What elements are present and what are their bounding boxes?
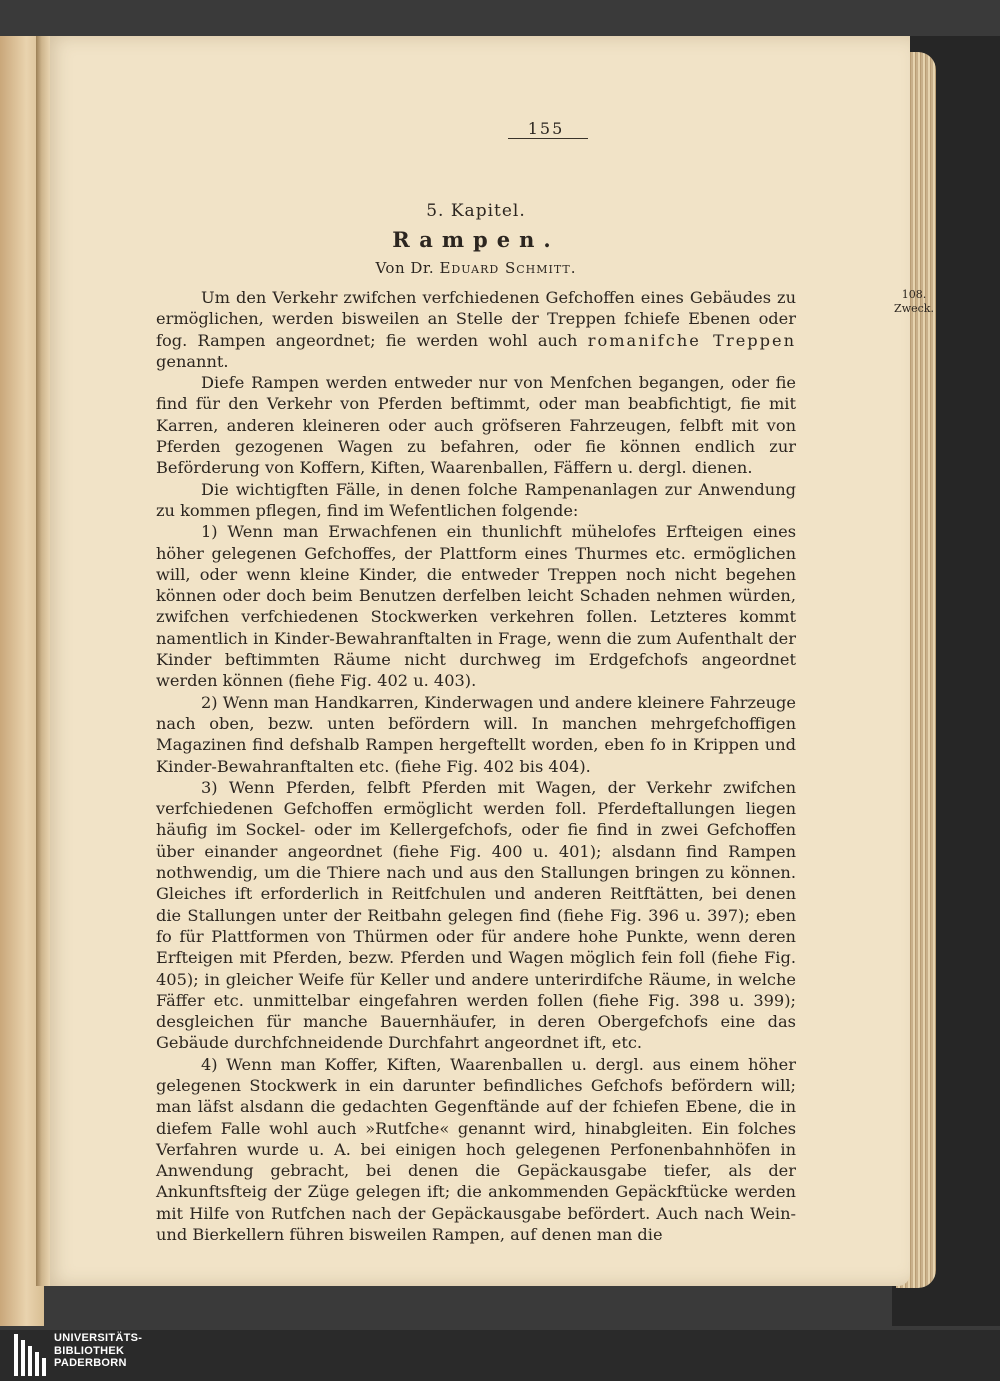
margin-note (884, 288, 944, 316)
library-logo-text: UNIVERSITÄTS- BIBLIOTHEK PADERBORN (54, 1332, 143, 1369)
chapter-heading: 5. Kapitel. (426, 201, 526, 221)
paragraph: Um den Verkehr zwifchen verfchiedenen Gefchoffen eines Gebäudes zu ermöglichen, werden bisweilen an Stelle der Treppen fchiefe Ebenen oder fog. Rampen angeordnet; fie werden wohl auch romanifche Treppen genannt. (156, 288, 797, 371)
paragraph: 4) Wenn man Koffer, Kiften, Waarenballen u. dergl. aus einem höher gelegenen Stockwerk in ein darunter befindliches Gefchofs befördern will; man läfst alsdann die gedachten Gegenftände auf der fchiefen Ebene, die in diefem Falle wohl auch »Rutfche« genannt wird, hinabgleiten. Ein folches Verfahren wurde u. A. bei einigen hoch gelegenen Perfonenbahnhöfen in Anwendung gebracht, bei denen die Gepäckausgabe tiefer, als der Ankunftsfteig der Züge gelegen ift; die ankommenden Gepäckftücke werden mit Hilfe von Rutfchen nach der Gepäckausgabe befördert. Auch nach Wein- und Bierkellern führen bisweilen Rampen, auf denen man die (156, 1054, 796, 1245)
page-number-rule (508, 138, 588, 139)
emphasis: romanifche Treppen (587, 330, 797, 350)
author-name: Eduard Schmitt. (439, 259, 577, 277)
paragraph: 1) Wenn man Erwachfenen ein thunlichft mühelofes Erfteigen eines höher gelegenen Gefchoffes, der Plattform eines Thurmes etc. ermöglichen will, oder wenn kleine Kinder, die entweder Treppen noch nicht begehen können oder doch beim Benutzen derfelben leicht Schaden nehmen würden, zwifchen verfchiedenen Stockwerken verkehren follen. Letzteres kommt namentlich in Kinder-Bewahranftalten in Frage, wenn die zum Aufenthalt der Kinder beftimmten Räume nicht durchweg im Erdgefchofs angeordnet werden können (fiehe Fig. 402 u. 403). (156, 522, 796, 691)
paragraph: 3) Wenn Pferden, felbft Pferden mit Wagen, der Verkehr zwifchen verfchiedenen Gefchoffen ermöglicht werden foll. Pferdeftallungen liegen häufig im Sockel- oder im Kellergefchofs, oder fie find in zwei Gefchoffen über einander angeordnet (fiehe Fig. 400 u. 401); alsdann find Rampen nothwendig, um die Thiere nach und aus den Stallungen bringen zu können. Gleiches ift erforderlich in Reitfchulen und anderen Reitftätten, bei denen die Stallungen unter der Reitbahn gelegen find (fiehe Fig. 396 u. 397); eben fo für Plattformen von Thürmen oder für andere hohe Punkte, wenn deren Erfteigen mit Pferden, bezw. Pferden und Wagen möglich fein foll (fiehe Fig. 405); in gleicher Weife für Keller und andere unterirdifche Räume, in welche Fäffer etc. unmittelbar eingefahren werden follen (fiehe Fig. 398 u. 399); desgleichen für manche Bauernhäufer, in deren Obergefchofs eine das Gebäude durchfchneidende Durchfahrt angeordnet ift, etc. (156, 777, 796, 1053)
library-footer-bar (0, 1330, 1000, 1381)
margin-note-label: Zweck. (894, 302, 934, 315)
page-number: 155 (527, 119, 565, 138)
body-text (156, 287, 796, 1245)
paragraph: Diefe Rampen werden entweder nur von Menfchen begangen, oder fie find für den Verkehr von Pferden beftimmt, oder man beabfichtigt, fie mit Karren, anderen kleineren oder auch gröfseren Fahrzeugen, felbft mit von Pferden gezogenen Wagen zu befahren, oder fie können endlich zur Beförderung von Koffern, Kiften, Waarenballen, Fäffern u. dergl. dienen. (156, 373, 796, 478)
book-page (44, 36, 934, 1286)
author-prefix: Von Dr. (375, 259, 435, 277)
chapter-title: Rampen. (392, 227, 560, 252)
margin-note-number: 108. (901, 288, 927, 301)
library-logo-icon (14, 1334, 50, 1376)
paragraph: 2) Wenn man Handkarren, Kinderwagen und andere kleinere Fahrzeuge nach oben, bezw. unten befördern will. In manchen mehrgefchoffigen Magazinen find defshalb Rampen hergeftellt worden, eben fo in Krippen und Kinder-Bewahranftalten etc. (fiehe Fig. 402 bis 404). (156, 692, 796, 776)
author-line (156, 259, 796, 277)
page-gutter (36, 36, 50, 1286)
paragraph: Die wichtigften Fälle, in denen folche Rampenanlagen zur Anwendung zu kommen pflegen, find im Wefentlichen folgende: (156, 479, 796, 520)
